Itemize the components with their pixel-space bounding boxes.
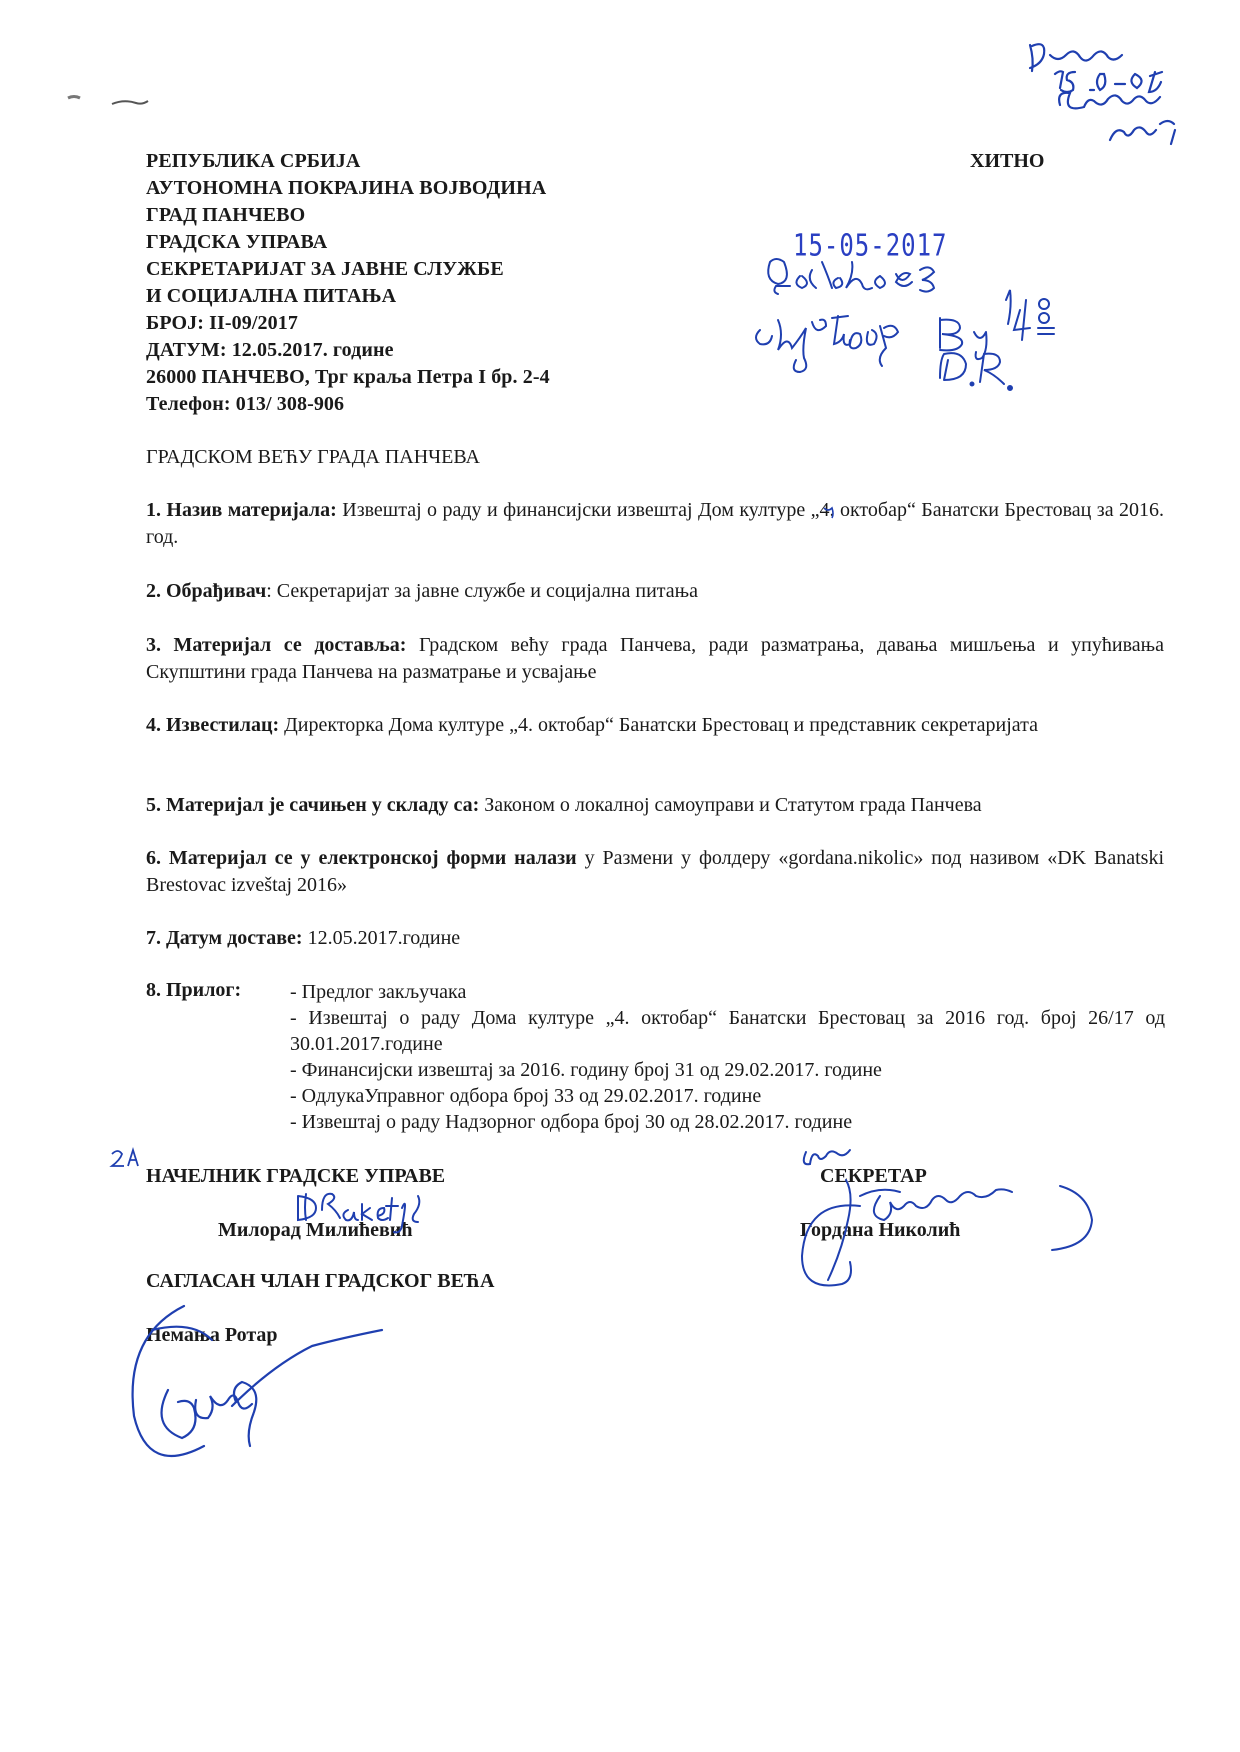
urgency-label: ХИТНО	[970, 150, 1045, 172]
delivery-handwritten-note	[756, 259, 1054, 390]
head-of-administration-name: Милорад Милићевић	[218, 1219, 413, 1241]
document-number: БРОЈ: II-09/2017	[146, 312, 298, 334]
header-line-2: АУТОНОМНА ПОКРАЈИНА ВОЈВОДИНА	[146, 177, 547, 199]
header-line-1: РЕПУБЛИКА СРБИЈА	[146, 150, 361, 172]
head-of-administration-title: НАЧЕЛНИК ГРАДСКЕ УПРАВЕ	[146, 1165, 446, 1187]
address: 26000 ПАНЧЕВО, Трг краља Петра I бр. 2-4	[146, 366, 550, 388]
attachment-item: - Извештај о раду Дома културе „4. октобар“ Банатски Брестовац за 2016 год. број 26/17 од 30.01.2017.године	[290, 1007, 1165, 1055]
attachment-item: - Финансијски извештај за 2016. годину број 31 од 29.02.2017. године	[290, 1059, 882, 1081]
item-5	[146, 792, 1164, 819]
item-4	[146, 712, 1164, 739]
header-line-5: СЕКРЕТАРИЈАТ ЗА ЈАВНЕ СЛУЖБЕ	[146, 258, 504, 280]
item-1	[146, 497, 1164, 551]
item-4-label: 4. Известилац:	[146, 714, 280, 736]
item-2	[146, 578, 1164, 605]
item-7-text: 12.05.2017.године	[302, 927, 461, 949]
addressee: ГРАДСКОМ ВЕЋУ ГРАДА ПАНЧЕВА	[146, 446, 480, 468]
item-5-label: 5. Материјал је сачињен у складу са:	[146, 794, 480, 816]
item-7	[146, 925, 1164, 952]
item-7-label: 7. Датум доставе:	[146, 927, 303, 949]
attachment-item: - Предлог закључака	[290, 981, 467, 1003]
received-date-stamp: 15-05-2017	[793, 228, 948, 263]
attachments-list	[290, 979, 1165, 1135]
secretary-title: СЕКРЕТАР	[820, 1165, 927, 1187]
header-line-4: ГРАДСКА УПРАВА	[146, 231, 328, 253]
document-date: ДАТУМ: 12.05.2017. године	[146, 339, 394, 361]
item-4-text: Директорка Дома културе „4. октобар“ Банатски Брестовац и представник секретаријата	[279, 714, 1038, 736]
secretary-name: Гордана Николић	[800, 1219, 961, 1241]
item-6-label: 6. Материјал се у електронској форми налази	[146, 847, 577, 869]
item-6	[146, 845, 1164, 899]
2a-mark	[112, 1150, 138, 1166]
council-member-title: САГЛАСАН ЧЛАН ГРАДСКОГ ВЕЋА	[146, 1270, 495, 1292]
attachment-item: - ОдлукаУправног одбора број 33 од 29.02.2017. године	[290, 1085, 762, 1107]
item-6-text: у Размени у фолдеру «gordana.nikolic» под називом «DK Banatski Brestovac izveštaj 2016»	[146, 847, 1164, 896]
item-2-text: : Секретаријат за јавне службе и социјална питања	[266, 580, 699, 602]
council-member-name: Немања Ротар	[146, 1324, 278, 1346]
item-2-label: 2. Обрађивач	[146, 580, 267, 602]
header-line-6: И СОЦИЈАЛНА ПИТАЊА	[146, 285, 397, 307]
item-1-label: 1. Назив материјала:	[146, 499, 337, 521]
item-3-text: Градском већу града Панчева, ради разматрања, давања мишљења и упућивања Скупштини града Панчева на разматрање и усвајање	[146, 634, 1164, 683]
item-1-text: Извештај о раду и финансијски извештај Дом културе „4. октобар“ Банатски Брестовац за 2016. год.	[146, 499, 1165, 548]
attachments-label: 8. Прилог:	[146, 979, 242, 1001]
attachment-item: - Извештај о раду Надзорног одбора број 30 од 28.02.2017. године	[290, 1111, 853, 1133]
item-3	[146, 632, 1164, 686]
item-3-label: 3. Материјал се доставља:	[146, 634, 407, 656]
header-line-3: ГРАД ПАНЧЕВО	[146, 204, 306, 226]
phone: Телефон: 013/ 308-906	[146, 393, 345, 415]
item-5-text: Законом о локалној самоуправи и Статутом града Панчева	[479, 794, 982, 816]
received-note-signature	[1030, 44, 1175, 144]
